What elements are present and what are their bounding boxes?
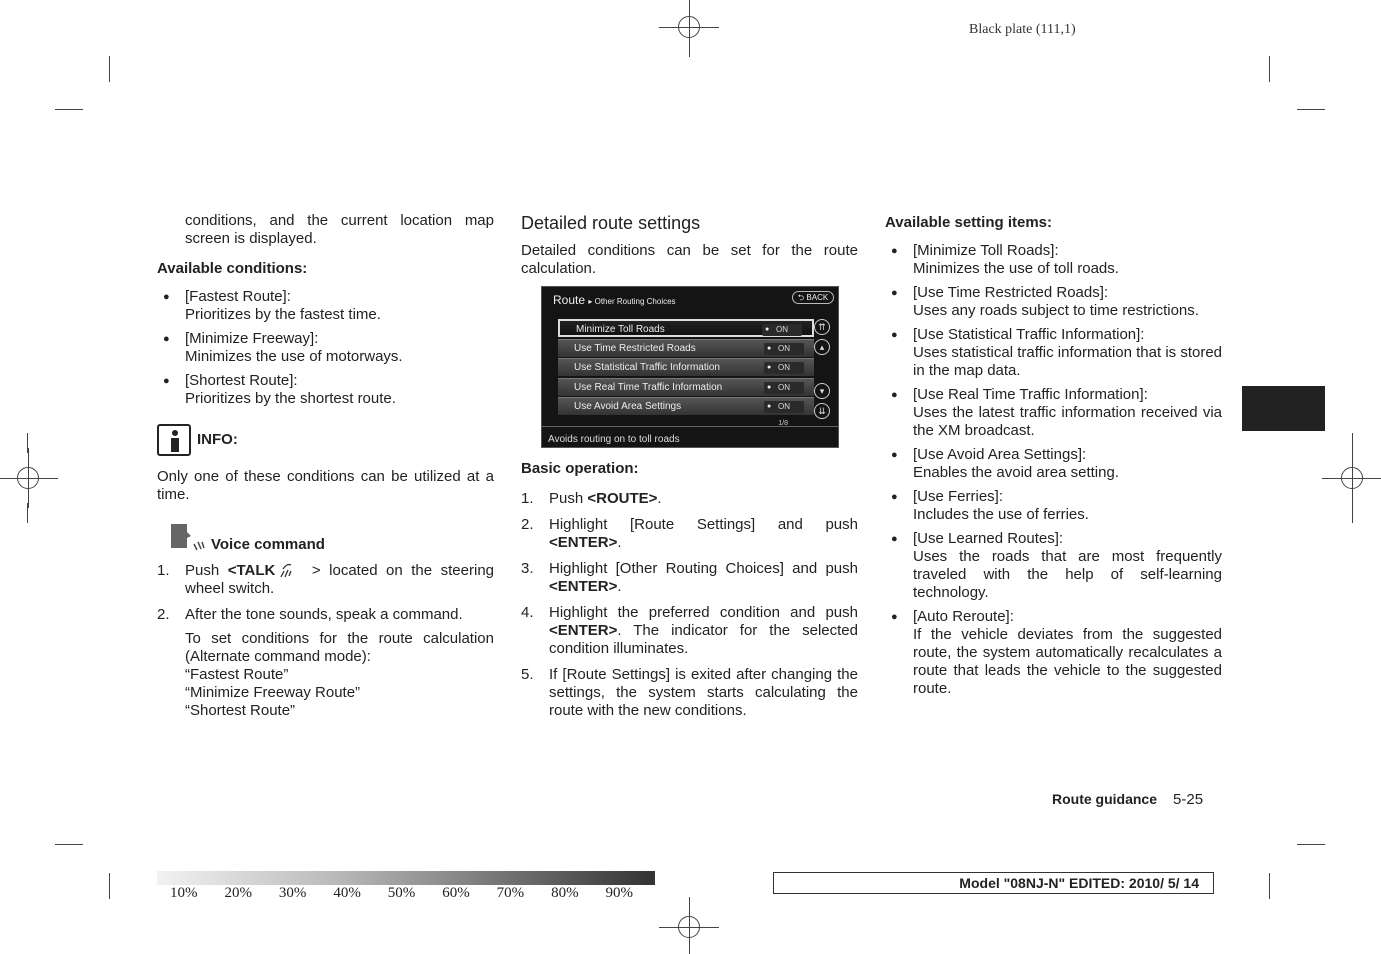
list-item	[885, 326, 1222, 380]
list-item	[157, 330, 494, 366]
step-item	[521, 516, 858, 552]
voice-heading	[167, 520, 494, 554]
step-text: .	[657, 490, 662, 507]
info-label: INFO:	[197, 431, 238, 448]
item-name: [Use Time Restricted Roads]:	[913, 284, 1109, 301]
setting-row[interactable]	[558, 319, 814, 337]
registration-mark	[8, 458, 48, 498]
item-desc: Enables the avoid area setting.	[913, 464, 1119, 481]
step-text: .	[617, 578, 622, 595]
list-item	[157, 288, 494, 324]
intro-text: Detailed conditions can be set for the route calculation.	[521, 242, 858, 277]
item-desc: Uses statistical traffic information that is stored in the map data.	[913, 344, 1223, 379]
step-number: 3.	[521, 560, 534, 577]
scroll-up-icon[interactable]: ▴	[814, 339, 830, 355]
section-name: Route guidance	[1052, 791, 1158, 807]
settings-list	[885, 242, 1222, 698]
setting-label: Use Avoid Area Settings	[574, 401, 682, 412]
list-item	[885, 530, 1222, 602]
info-heading	[157, 424, 494, 456]
item-name: [Use Statistical Traffic Information]:	[913, 326, 1145, 343]
step-key: <ENTER>	[549, 534, 618, 551]
model-edited-box	[773, 872, 1214, 894]
chapter-tab	[1242, 386, 1325, 431]
step-text: .	[617, 534, 622, 551]
item-desc: Uses any roads subject to time restrictions.	[913, 302, 1199, 319]
step-item	[521, 666, 858, 720]
page-up-icon[interactable]: ⇈	[814, 319, 830, 335]
screen-footer: Avoids routing on to toll roads	[542, 426, 838, 448]
step-key: <ROUTE>	[587, 490, 658, 507]
column-2	[521, 212, 858, 728]
step-item	[521, 490, 858, 508]
list-item	[885, 488, 1222, 524]
column-3	[885, 212, 1222, 704]
conditions-list	[157, 288, 494, 408]
available-settings-heading: Available setting items:	[885, 214, 1052, 231]
item-name: [Use Learned Routes]:	[913, 530, 1064, 547]
step-item	[521, 604, 858, 658]
step-key: <ENTER>	[549, 578, 618, 595]
item-desc: Minimizes the use of motorways.	[185, 348, 403, 365]
setting-state: ● ON	[762, 324, 802, 336]
list-item	[885, 242, 1222, 278]
list-item	[885, 608, 1222, 698]
crop-mark	[55, 844, 83, 845]
step-key: <TALK	[227, 562, 276, 579]
screen-subtitle: ▸ Other Routing Choices	[588, 297, 676, 306]
crop-mark	[1352, 503, 1353, 523]
info-text: Only one of these conditions can be utilized at a time.	[157, 468, 494, 503]
list-item	[885, 386, 1222, 440]
registration-mark	[1332, 458, 1372, 498]
setting-state: ● ON	[764, 382, 804, 394]
column-1	[157, 212, 494, 728]
registration-mark	[669, 907, 709, 947]
crop-mark	[55, 109, 83, 110]
screen-title	[553, 291, 676, 311]
item-name: [Minimize Toll Roads]:	[913, 242, 1059, 259]
step-number: 2.	[157, 606, 170, 623]
back-button[interactable]	[792, 291, 834, 304]
step-text: Push	[549, 490, 588, 507]
item-name: [Use Real Time Traffic Information]:	[913, 386, 1148, 403]
percent-label: 10%	[170, 885, 198, 901]
step-number: 4.	[521, 604, 534, 621]
item-name: [Shortest Route]:	[185, 372, 298, 389]
step-text: Highlight the preferred condition and push	[549, 604, 858, 621]
plate-label: Black plate (111,1)	[969, 22, 1076, 37]
crop-mark	[27, 503, 28, 523]
list-item	[157, 372, 494, 408]
page-footer	[1052, 790, 1203, 809]
step-number: 5.	[521, 666, 534, 683]
item-desc: Minimizes the use of toll roads.	[913, 260, 1119, 277]
setting-label: Minimize Toll Roads	[576, 324, 665, 335]
setting-label: Use Statistical Traffic Information	[574, 362, 720, 373]
step-item	[157, 606, 494, 720]
grayscale-bar	[157, 871, 655, 885]
item-desc: Uses the latest traffic information received via the XM broadcast.	[913, 404, 1222, 439]
screen-title-text: Route	[553, 293, 586, 307]
percent-label: 60%	[442, 885, 470, 901]
item-desc: If the vehicle deviates from the suggested route, the system automatically recalculates a route that leads the vehicle to the suggested route.	[913, 626, 1222, 697]
page-indicator: 1/8	[778, 420, 788, 427]
step-number: 1.	[157, 562, 170, 579]
back-label: BACK	[806, 293, 829, 302]
back-icon: ⮌	[797, 293, 805, 302]
crop-mark	[1352, 433, 1353, 453]
item-name: [Fastest Route]:	[185, 288, 291, 305]
info-icon	[157, 424, 191, 456]
section-heading: Detailed route settings	[521, 213, 701, 233]
available-conditions-heading: Available conditions:	[157, 260, 308, 277]
step-text: Push	[185, 562, 228, 579]
item-name: [Auto Reroute]:	[913, 608, 1014, 625]
voice-command-icon	[167, 520, 207, 554]
crop-mark	[109, 56, 110, 82]
route-settings-screen	[541, 286, 839, 448]
setting-state: ● ON	[764, 343, 804, 355]
scroll-down-icon[interactable]: ▾	[814, 383, 830, 399]
crop-mark	[1269, 56, 1270, 82]
step-text: . The indicator for the selected condition illuminates.	[549, 622, 858, 657]
crop-mark	[27, 433, 28, 453]
step-text: After the tone sounds, speak a command.	[185, 606, 463, 623]
step-number: 2.	[521, 516, 534, 533]
registration-mark	[669, 7, 709, 47]
setting-row[interactable]	[558, 397, 814, 415]
percent-label: 70%	[496, 885, 525, 901]
list-item	[885, 284, 1222, 320]
voice-command: “Shortest Route”	[185, 702, 296, 719]
step-text: > located on the steering wheel switch.	[185, 562, 494, 597]
item-desc: Includes the use of ferries.	[913, 506, 1089, 523]
voice-command-heading: Voice command	[211, 536, 325, 553]
voice-steps	[157, 562, 494, 720]
percent-label: 40%	[333, 885, 361, 901]
percent-label: 80%	[551, 885, 579, 901]
step-item	[157, 562, 494, 598]
item-desc: Prioritizes by the fastest time.	[185, 306, 381, 323]
step-key: <ENTER>	[549, 622, 618, 639]
crop-mark	[1269, 873, 1270, 899]
step-text: Highlight [Other Routing Choices] and push	[549, 560, 858, 577]
setting-state: ● ON	[764, 401, 804, 413]
step-text: If [Route Settings] is exited after changing the settings, the system starts calculating the route with the new conditions.	[549, 666, 858, 719]
setting-label: Use Real Time Traffic Information	[574, 382, 723, 393]
basic-steps	[521, 490, 858, 720]
percent-label: 20%	[224, 885, 252, 901]
setting-label: Use Time Restricted Roads	[574, 343, 696, 354]
list-item	[885, 446, 1222, 482]
percent-label: 90%	[605, 885, 633, 901]
basic-operation-heading: Basic operation:	[521, 460, 639, 477]
setting-row[interactable]	[558, 339, 814, 357]
item-name: [Use Avoid Area Settings]:	[913, 446, 1087, 463]
setting-state: ● ON	[764, 362, 804, 374]
setting-row[interactable]	[558, 378, 814, 396]
setting-row[interactable]	[558, 358, 814, 376]
crop-mark	[1297, 109, 1325, 110]
grayscale-percent-labels	[170, 884, 660, 902]
model-text: Model "08NJ-N" EDITED: 2010/ 5/ 14	[959, 875, 1199, 891]
item-desc: Prioritizes by the shortest route.	[185, 390, 396, 407]
crop-mark	[109, 873, 110, 899]
voice-command: “Minimize Freeway Route”	[185, 684, 361, 701]
step-text: Highlight [Route Settings] and push	[549, 516, 858, 533]
page-down-icon[interactable]: ⇊	[814, 403, 830, 419]
item-desc: Uses the roads that are most frequently traveled with the help of self-learning technology.	[913, 548, 1222, 601]
item-name: [Use Ferries]:	[913, 488, 1004, 505]
voice-command: “Fastest Route”	[185, 666, 289, 683]
item-name: [Minimize Freeway]:	[185, 330, 319, 347]
page-number: 5-25	[1173, 791, 1204, 808]
step-number: 1.	[521, 490, 534, 507]
percent-label: 30%	[278, 885, 307, 901]
talk-icon	[275, 563, 303, 579]
step-item	[521, 560, 858, 596]
crop-mark	[1297, 844, 1325, 845]
voice-note: To set conditions for the route calculation (Alternate command mode):	[185, 630, 494, 665]
percent-label: 50%	[387, 885, 416, 901]
intro-text: conditions, and the current location map screen is displayed.	[185, 212, 494, 247]
